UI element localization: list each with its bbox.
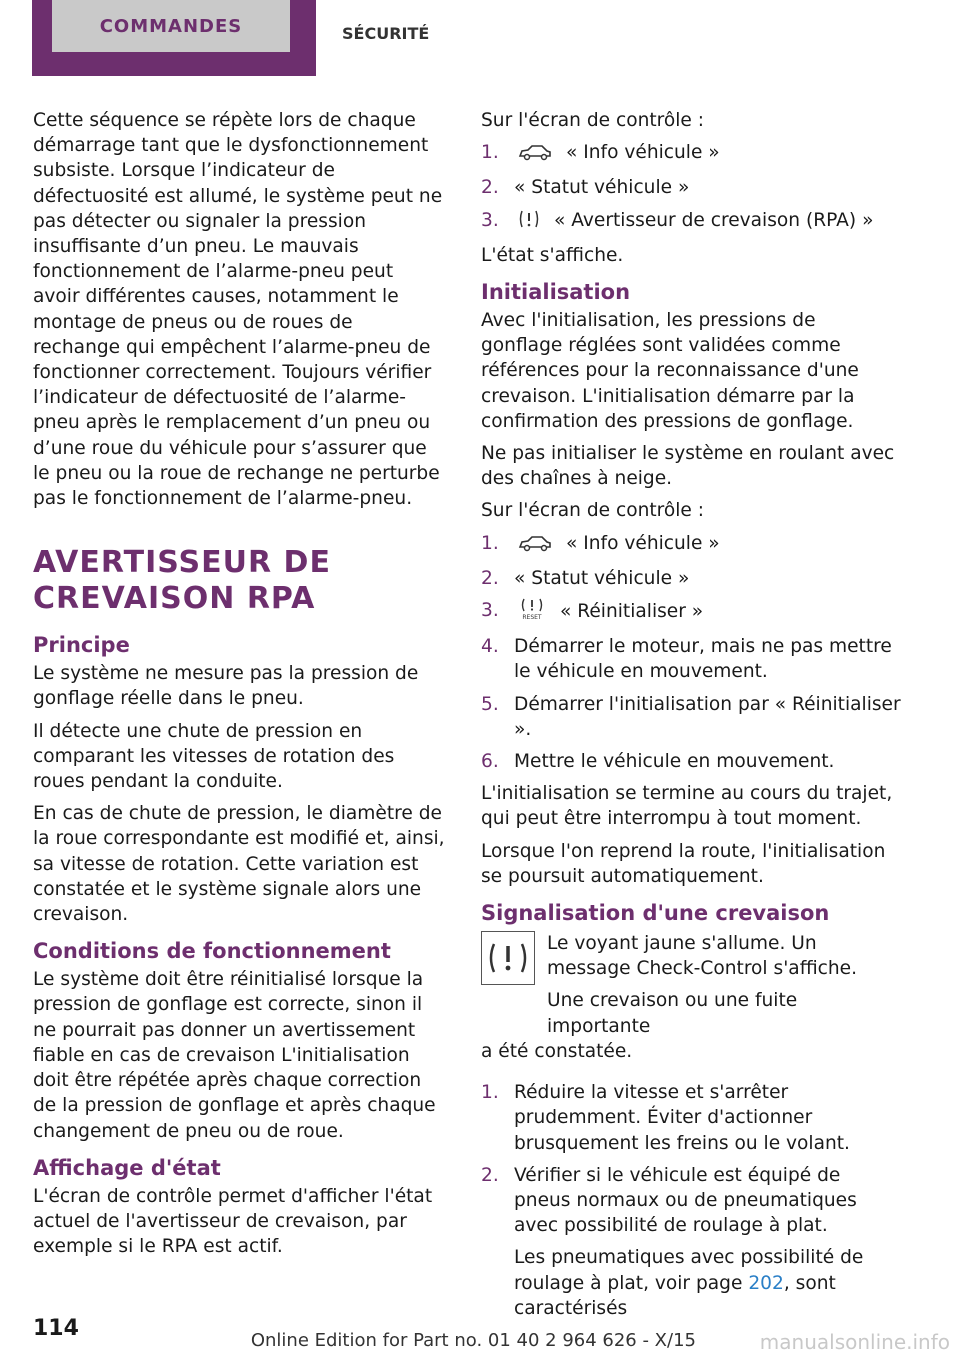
list-number: 1. xyxy=(481,1082,499,1104)
list-text: « Réinitialiser » xyxy=(560,601,704,623)
list-text: « Info véhicule » xyxy=(566,532,720,554)
principe-paragraph-2: Il détecte une chute de pression en comparant les vitesses de rotation des roues pendant la conduite. xyxy=(33,720,395,793)
list-text: « Info véhicule » xyxy=(566,142,720,164)
watermark: manualsonline.info xyxy=(759,1330,950,1354)
list-text: « Statut véhicule » xyxy=(514,177,690,199)
left-column xyxy=(33,108,445,1266)
affichage-heading: Affichage d'état xyxy=(33,1155,221,1180)
list-item xyxy=(481,598,901,627)
tab-securite[interactable]: SÉCURITÉ xyxy=(342,24,430,43)
header-tab-bar xyxy=(32,0,316,76)
steps-list-init xyxy=(481,531,901,775)
signal-paragraph-2: Une crevaison ou une fuite importante xyxy=(547,990,798,1037)
conditions-heading: Conditions de fonctionnement xyxy=(33,939,391,964)
list-item xyxy=(481,566,901,591)
list-number: 2. xyxy=(481,1164,499,1186)
conditions-paragraph: Le système doit être réinitialisé lorsque la pression de gonflage est correcte, sinon il ne pourrait pas donner un avertissement fiable en cas de crevaison L'initialisation doit être répétée après chaque correction de la pression de gonflage et après chaque changement de pneu ou de roue. xyxy=(33,969,436,1142)
reset-icon xyxy=(518,598,546,627)
initialisation-heading: Initialisation xyxy=(481,280,631,305)
signal-paragraph-1: Le voyant jaune s'allume. Un message Check-Control s'affiche. xyxy=(547,933,858,980)
list-number: 1. xyxy=(481,142,499,164)
warning-text xyxy=(547,931,901,1039)
last-text-pre: Les pneumatiques avec possibilité de roulage à plat, voir page xyxy=(514,1247,864,1294)
list-text: « Statut véhicule » xyxy=(514,567,690,589)
list-item xyxy=(481,634,901,684)
list-text: « Avertisseur de crevaison (RPA) » xyxy=(554,209,874,231)
list-item xyxy=(481,692,901,742)
etat-paragraph: L'état s'affiche. xyxy=(481,244,624,266)
list-text: Réduire la vitesse et s'arrêter prudemment. Éviter d'actionner brusquement les freins ou le volant. xyxy=(514,1082,850,1154)
list-number: 5. xyxy=(481,693,499,715)
list-number: 6. xyxy=(481,751,499,773)
list-item xyxy=(481,1080,901,1156)
page-link-202[interactable]: 202 xyxy=(748,1272,784,1294)
list-number: 3. xyxy=(481,600,499,622)
section-title: AVERTISSEUR DE CREVAISON RPA xyxy=(33,545,331,617)
affichage-paragraph: L'écran de contrôle permet d'afficher l'état actuel de l'avertisseur de crevaison, par exemple si le RPA est actif. xyxy=(33,1185,433,1258)
list-item xyxy=(481,208,901,236)
list-text: Démarrer l'initialisation par « Réinitialiser ». xyxy=(514,693,901,740)
reset-icon-label: RESET xyxy=(522,614,542,621)
init-paragraph-4: Lorsque l'on reprend la route, l'initialisation se poursuit automatiquement. xyxy=(481,840,886,887)
tire-pressure-warning-icon xyxy=(481,931,535,985)
ecran-label-2: Sur l'écran de contrôle : xyxy=(481,500,705,522)
list-number: 4. xyxy=(481,636,499,658)
car-icon xyxy=(518,143,552,168)
list-text: Vérifier si le véhicule est équipé de pneus normaux ou de pneumatiques avec possibilité de roulage à plat. xyxy=(514,1164,857,1237)
car-icon xyxy=(518,534,552,559)
steps-list-status xyxy=(481,140,901,236)
last-text-post: , sont caractérisés xyxy=(514,1272,836,1319)
right-column xyxy=(481,108,901,1328)
intro-paragraph: Cette séquence se répète lors de chaque démarrage tant que le dysfonctionnement subsiste. Lorsque l’indicateur de défectuosité est allumé, le système peut ne pas détecter ou signaler la pression insuffisante d’un pneu. Le mauvais fonctionnement de l’alarme-pneu peut avoir différentes causes, notamment le montage de pneus ou de roues de rechange qui empêchent l’alarme-pneu de fonctionner correctement. Toujours vérifier l’indicateur de défectuosité de l’alarme-pneu après le remplacement d’un pneu ou d’une roue du véhicule pour s’assurer que le pneu ou la roue de rechange ne perturbe pas le fonctionnement de l’alarme-pneu. xyxy=(33,110,443,510)
list-item xyxy=(481,531,901,559)
signalisation-heading: Signalisation d'une crevaison xyxy=(481,901,830,926)
list-number: 2. xyxy=(481,567,499,589)
tire-warning-icon xyxy=(518,209,540,236)
page-number: 114 xyxy=(33,1316,79,1341)
signal-paragraph-2-cont: a été constatée. xyxy=(481,1040,633,1062)
list-number: 3. xyxy=(481,209,499,231)
list-number: 1. xyxy=(481,532,499,554)
edition-note: Online Edition for Part no. 01 40 2 964 626 - X/15 xyxy=(250,1330,696,1351)
list-item xyxy=(481,175,901,200)
principe-paragraph-3: En cas de chute de pression, le diamètre de la roue correspondante est modifié et, ainsi, sa vitesse de rotation. Cette variation est constatée et le système signale alors une crevaison. xyxy=(33,803,445,926)
tab-commandes[interactable]: COMMANDES xyxy=(52,0,290,52)
list-item xyxy=(481,1163,901,1321)
principe-paragraph-1: Le système ne mesure pas la pression de gonflage réelle dans le pneu. xyxy=(33,663,419,710)
list-text: Démarrer le moteur, mais ne pas mettre le véhicule en mouvement. xyxy=(514,636,892,683)
warning-block xyxy=(481,931,901,1039)
init-paragraph-2: Ne pas initialiser le système en roulant avec des chaînes à neige. xyxy=(481,443,895,490)
init-paragraph-1: Avec l'initialisation, les pressions de gonflage réglées sont validées comme références pour la reconnaissance d'une crevaison. L'initialisation démarre par la confirmation des pressions de gonflage. xyxy=(481,310,859,432)
list-text: Mettre le véhicule en mouvement. xyxy=(514,751,835,773)
init-paragraph-3: L'initialisation se termine au cours du trajet, qui peut être interrompu à tout moment. xyxy=(481,783,893,830)
ecran-label-1: Sur l'écran de contrôle : xyxy=(481,110,705,131)
list-number: 2. xyxy=(481,177,499,199)
principe-heading: Principe xyxy=(33,633,130,658)
list-item xyxy=(481,749,901,774)
steps-list-crevaison xyxy=(481,1080,901,1321)
list-item xyxy=(481,140,901,168)
list-subparagraph xyxy=(514,1245,901,1321)
